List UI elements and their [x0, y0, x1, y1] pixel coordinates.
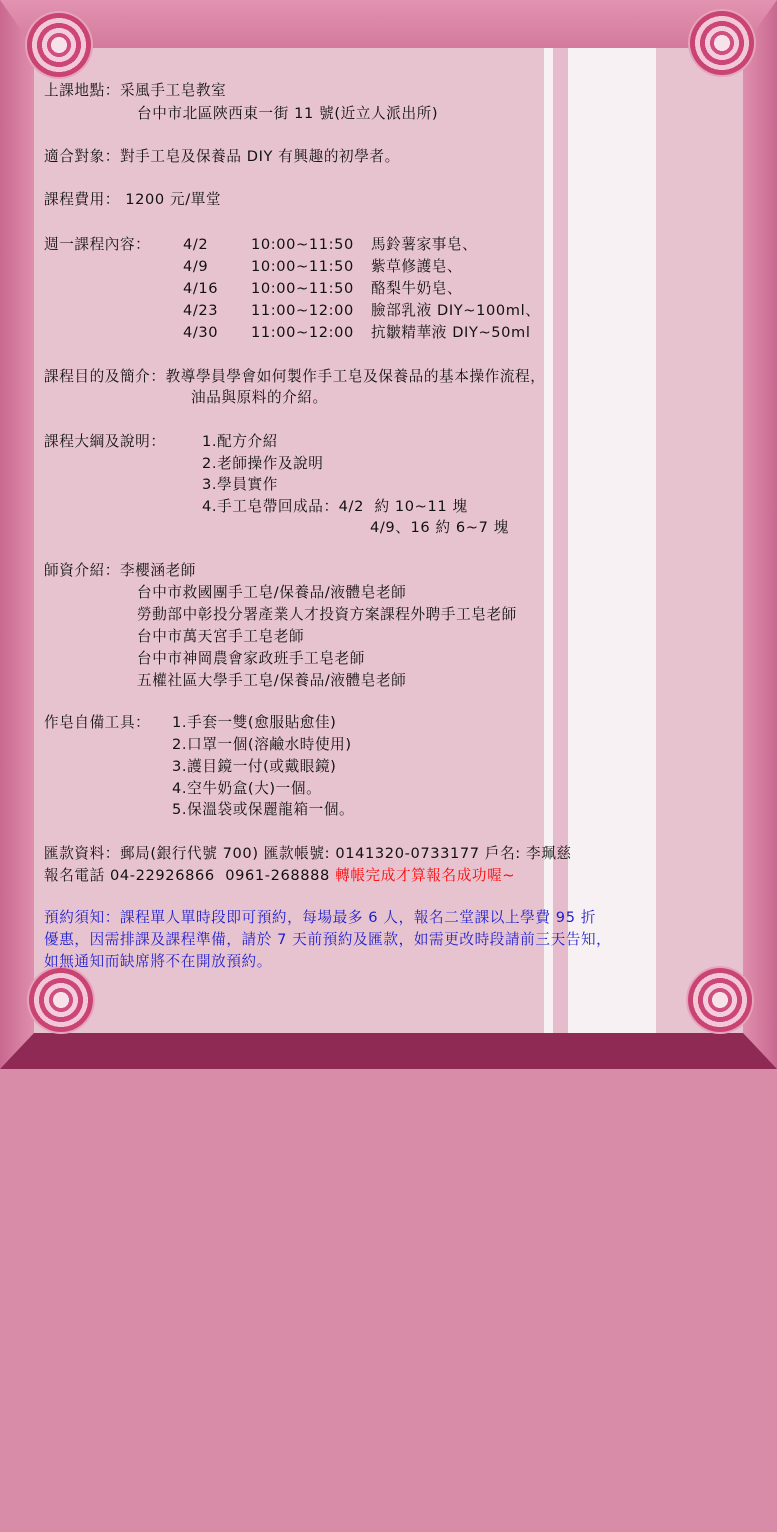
- teacher-title: 台中市萬天宮手工皂老師: [137, 628, 305, 645]
- signup-phone: 報名電話 04-22926866 0961-268888: [44, 867, 336, 884]
- outline-label: 課程大綱及說明：: [44, 433, 166, 450]
- outline-extra: 4/9、16 約 6~7 塊: [370, 519, 509, 536]
- teacher-title: 五權社區大學手工皂/保養品/液體皂老師: [137, 672, 407, 689]
- tools-label: 作皂自備工具：: [44, 714, 151, 731]
- signup-phone-line: [44, 865, 515, 887]
- location-line: [44, 80, 226, 102]
- reservation-note: 優惠，因需排課及課程準備，請於 7 天前預約及匯款，如需更改時段請前三天告知，: [44, 931, 612, 948]
- teacher-label: 師資介紹：: [44, 562, 120, 579]
- teacher-line: [44, 560, 196, 582]
- purpose-text-2: 油品與原料的介紹。: [191, 389, 328, 406]
- weekly-label: 週一課程內容：: [44, 236, 151, 253]
- location-label: 上課地點：: [44, 82, 120, 99]
- session-topic: 馬鈴薯家事皂、: [371, 236, 478, 253]
- tool-item: 2.口罩一個(溶鹼水時使用): [172, 736, 352, 753]
- teacher-name: 李櫻涵老師: [119, 562, 196, 579]
- purpose-line: [44, 366, 545, 388]
- location-address: 台中市北區陜西東一街 11 號(近立人派出所): [137, 105, 439, 122]
- reservation-note: 預約須知：課程單人單時段即可預約，每場最多 6 人，報名二堂課以上學費 95 折: [44, 909, 597, 926]
- session-time: 11:00~12:00: [251, 324, 354, 341]
- session-topic: 臉部乳液 DIY~100ml、: [371, 302, 541, 319]
- payment-info: 匯款資料：郵局(銀行代號 700) 匯款帳號: 0141320-0733177 戶名: 李珮慈: [44, 845, 572, 862]
- purpose-label: 課程目的及簡介：: [44, 368, 166, 385]
- reservation-note: 如無通知而缺席將不在開放預約。: [44, 953, 272, 970]
- session-date: 4/23: [183, 302, 219, 319]
- tool-item: 3.護目鏡一付(或戴眼鏡): [172, 758, 337, 775]
- fee-line: [44, 189, 221, 211]
- outline-item: 4.手工皂帶回成品：4/2 約 10~11 塊: [202, 498, 468, 515]
- tool-item: 4.空牛奶盒(大)一個。: [172, 780, 322, 797]
- teacher-title: 台中市神岡農會家政班手工皂老師: [137, 650, 365, 667]
- audience-label: 適合對象：: [44, 148, 120, 165]
- session-topic: 抗皺精華液 DIY~50ml: [371, 324, 531, 341]
- fee-value: 1200 元/單堂: [119, 191, 222, 208]
- purpose-text: 教導學員學會如何製作手工皂及保養品的基本操作流程，: [165, 368, 546, 385]
- session-time: 10:00~11:50: [251, 258, 354, 275]
- location-name: 采風手工皂教室: [119, 82, 227, 99]
- audience-line: [44, 146, 400, 168]
- outline-item: 1.配方介紹: [202, 433, 278, 450]
- tool-item: 5.保溫袋或保麗龍箱一個。: [172, 801, 355, 818]
- outline-item: 3.學員實作: [202, 476, 278, 493]
- session-date: 4/30: [183, 324, 219, 341]
- transfer-notice: 轉帳完成才算報名成功喔~: [335, 867, 516, 884]
- audience-value: 對手工皂及保養品 DIY 有興趣的初學者。: [119, 148, 400, 165]
- session-date: 4/9: [183, 258, 209, 275]
- outline-item: 2.老師操作及說明: [202, 455, 324, 472]
- session-topic: 紫草修護皂、: [371, 258, 463, 275]
- session-topic: 酪梨牛奶皂、: [371, 280, 463, 297]
- session-time: 11:00~12:00: [251, 302, 354, 319]
- fee-label: 課程費用：: [44, 191, 120, 208]
- session-time: 10:00~11:50: [251, 280, 354, 297]
- session-time: 10:00~11:50: [251, 236, 354, 253]
- session-date: 4/2: [183, 236, 209, 253]
- teacher-title: 台中市救國團手工皂/保養品/液體皂老師: [137, 584, 407, 601]
- teacher-title: 勞動部中彰投分署產業人才投資方案課程外聘手工皂老師: [137, 606, 517, 623]
- session-date: 4/16: [183, 280, 219, 297]
- tool-item: 1.手套一雙(愈服貼愈佳): [172, 714, 337, 731]
